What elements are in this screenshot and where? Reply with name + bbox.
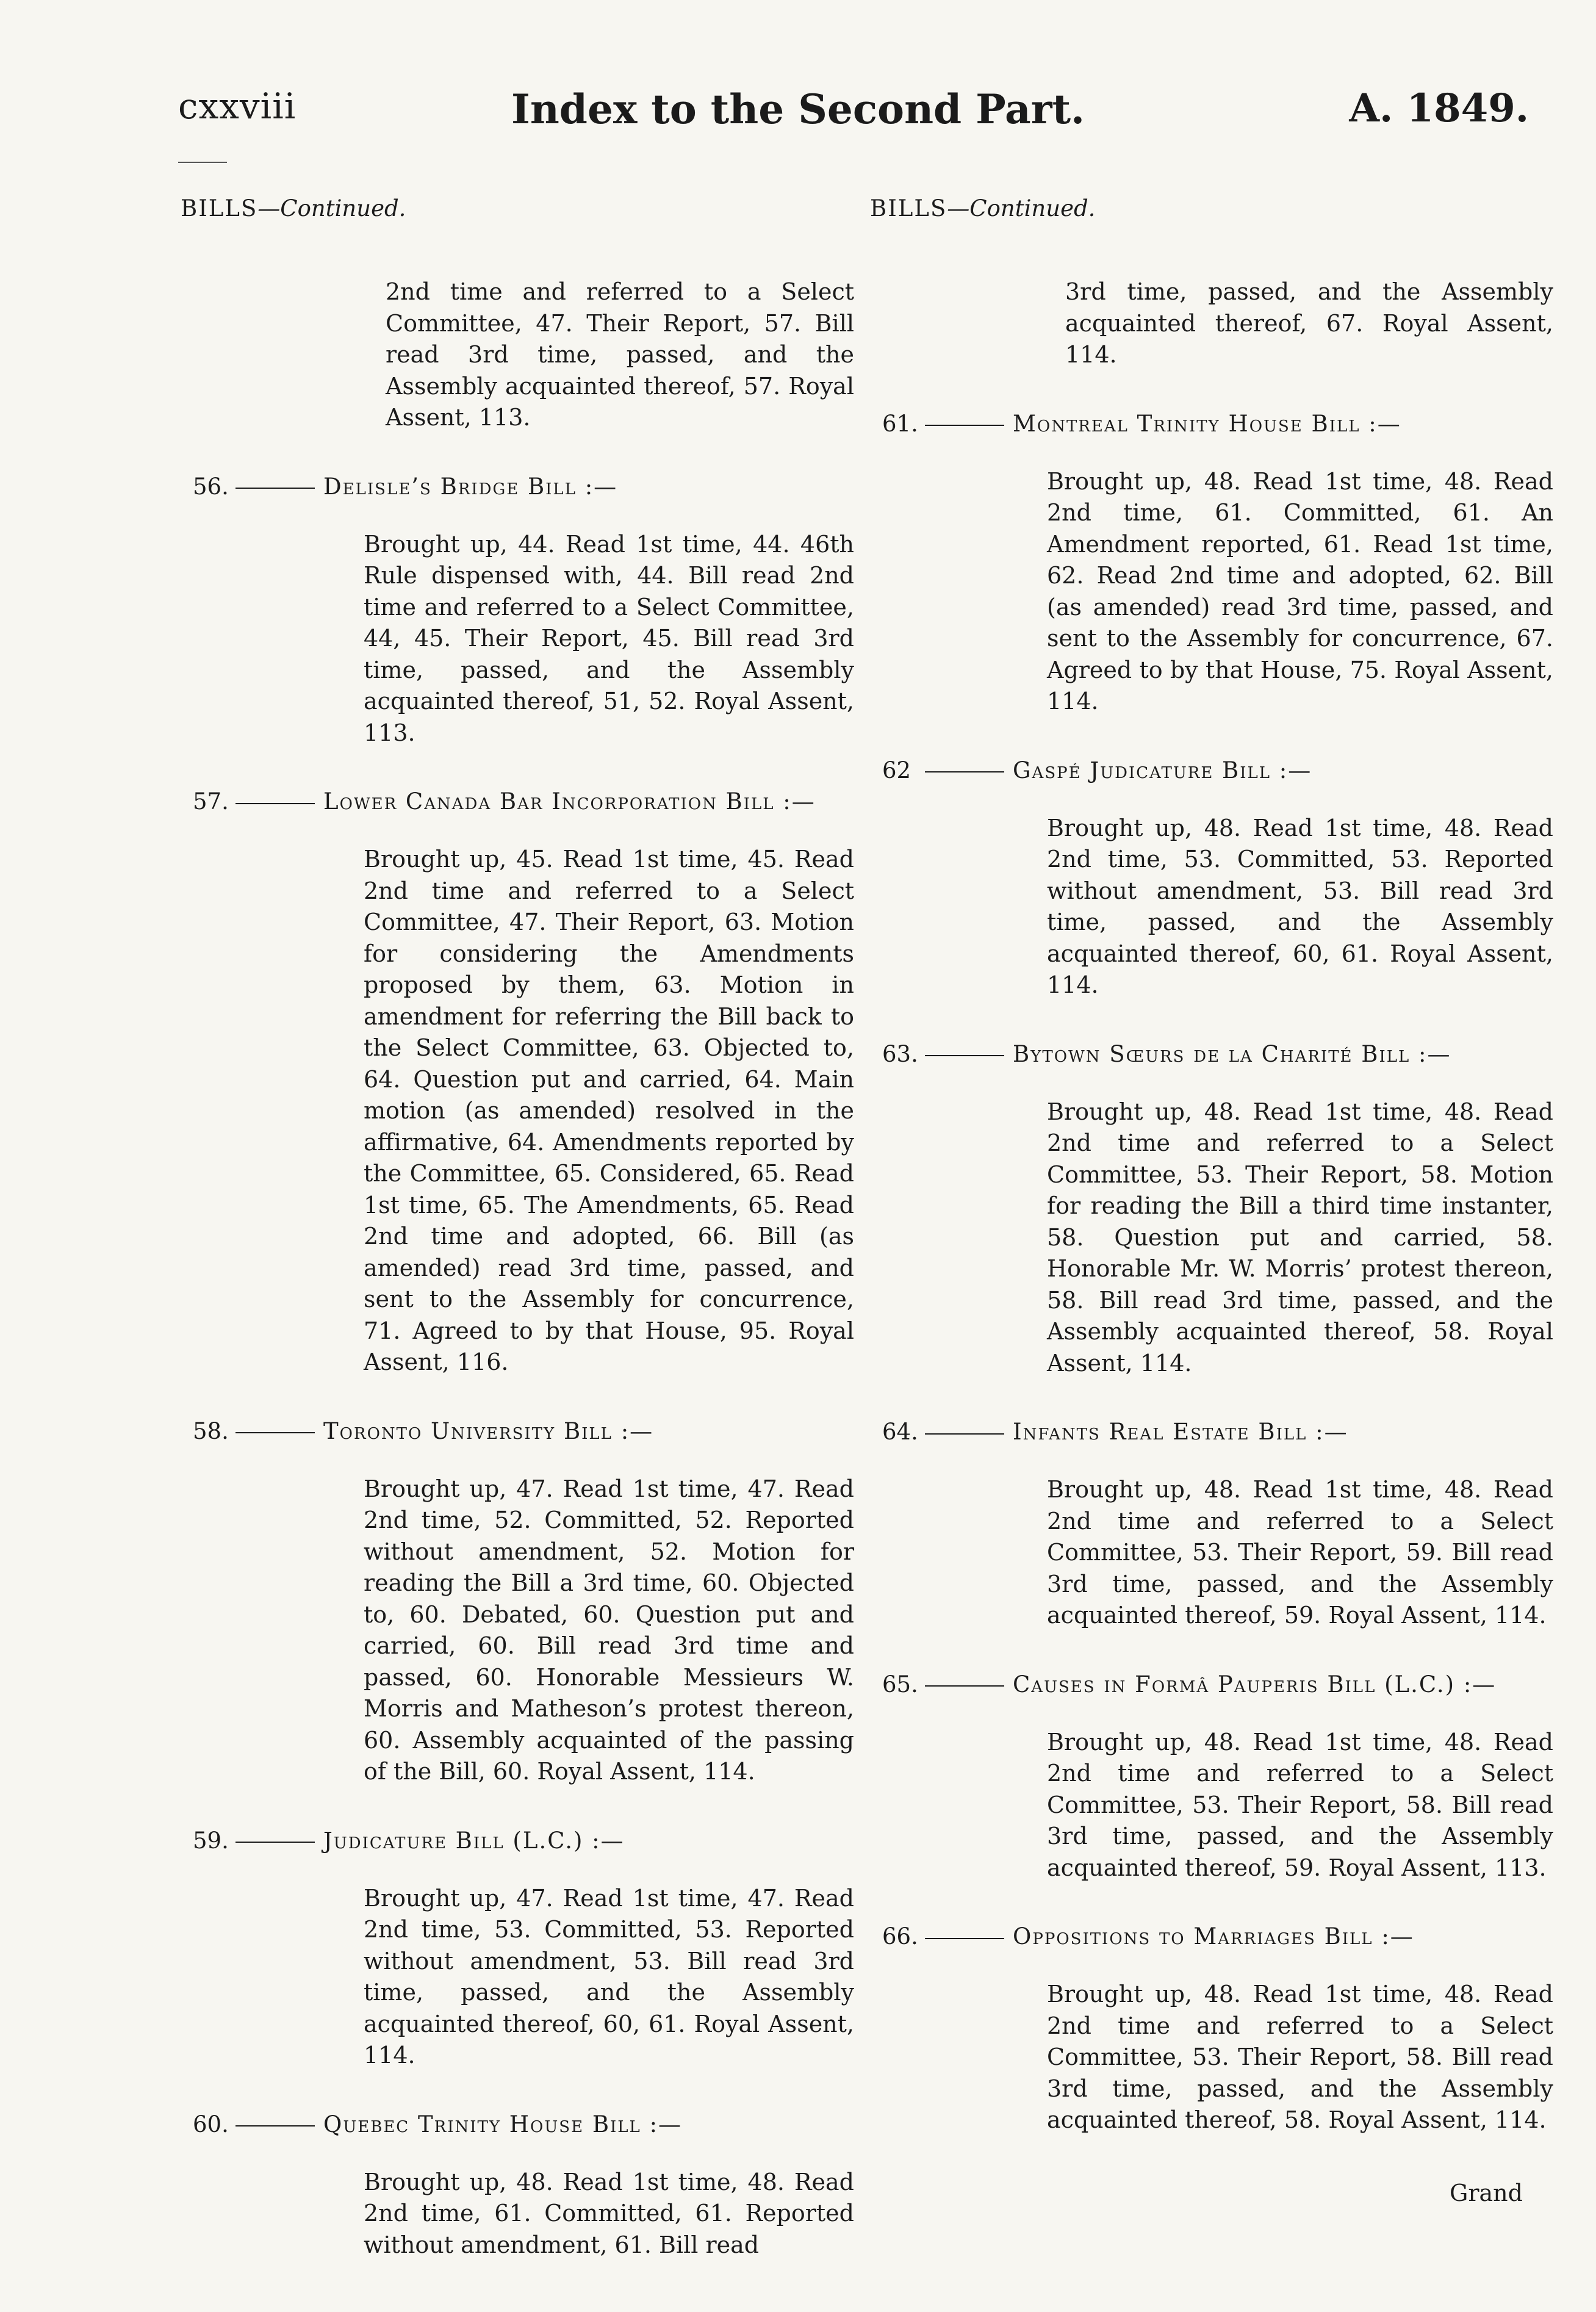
bill-name: Toronto University Bill :— [323,1417,654,1444]
dash-rule [925,425,1004,426]
dash-rule [925,771,1004,772]
bill-name: Judicature Bill (L.C.) :— [323,1827,625,1854]
dash-rule [925,1433,1004,1435]
bill-name: Montreal Trinity House Bill :— [1013,410,1401,437]
dash-rule [235,1842,315,1843]
bill-heading [864,1039,1572,1070]
bill-text: Brought up, 48. Read 1st time, 48. Read 2nd time, 61. Committed, 61. Reported without amendment, 61. Bill read [364,2168,854,2258]
bill-name: Infants Real Estate Bill :— [1013,1419,1348,1445]
bill-number: 56. [193,473,229,500]
bill-text: Brought up, 48. Read 1st time, 48. Read 2nd time and referred to a Select Committee, 53. Their Report, 59. Bill read 3rd time, passed, and the Assembly acquainted thereof, 59. Royal Assent, 114. [1047,1476,1553,1629]
bill-text: Brought up, 48. Read 1st time, 48. Read 2nd time, 53. Committed, 53. Reported without amendment, 53. Bill read 3rd time, passed, and the Assembly acquainted thereof, 60, 61. Royal Assent, 114. [1047,814,1553,998]
bill-entry [174,1416,882,1788]
bill-number: 66. [882,1923,918,1950]
bill-heading [864,409,1572,439]
page-number: cxxviii [178,85,297,127]
bill-heading [174,1826,882,1856]
bill-heading [174,2109,882,2140]
bill-entry [864,1669,1572,1884]
right-column [864,195,1572,2136]
dash-rule [925,1938,1004,1939]
catchword: Grand [1450,2180,1523,2206]
bill-entry [174,787,882,1378]
lead-text: 3rd time, passed, and the Assembly acquainted thereof, 67. Royal Assent, 114. [1065,278,1553,368]
header-rule [178,162,227,163]
bill-number: 65. [882,1671,918,1698]
bill-heading [174,472,882,502]
bill-number: 59. [193,1827,229,1854]
bill-text: Brought up, 48. Read 1st time, 48. Read 2nd time and referred to a Select Committee, 53. Their Report, 58. Bill read 3rd time, passed, and the Assembly acquainted thereof, 59. Royal Assent, 113. [1047,1728,1553,1881]
bill-heading [864,1669,1572,1700]
bill-entry [864,1921,1572,2136]
bill-text: Brought up, 47. Read 1st time, 47. Read 2nd time, 52. Committed, 52. Reported without amendment, 52. Motion for reading the Bill a 3rd time, 60. Objected to, 60. Debated, 60. Question put and carried, 60. Bill read 3rd time and passed, 60. Honorable Messieurs W. Morris and Matheson’s protest thereon, 60. Assembly acquainted of the passing of the Bill, 60. Royal Assent, 114. [364,1475,854,1785]
bill-entry [864,1039,1572,1380]
page-title: Index to the Second Part. [511,85,1085,133]
bill-number: 61. [882,410,918,437]
bill-name: Quebec Trinity House Bill :— [323,2111,683,2137]
bill-entry [864,1417,1572,1632]
bill-number: 64. [882,1419,918,1445]
dash-rule [235,1432,315,1433]
bill-entry [864,755,1572,1001]
left-column [174,195,882,2261]
bill-number: 58. [193,1417,229,1444]
bill-number: 62 [882,757,911,783]
bill-name: Causes in Formâ Pauperis Bill (L.C.) :— [1013,1671,1497,1698]
bill-text: Brought up, 47. Read 1st time, 47. Read 2nd time, 53. Committed, 53. Reported without amendment, 53. Bill read 3rd time, passed, and the Assembly acquainted thereof, 60, 61. Royal Assent, 114. [364,1884,854,2069]
bill-entry [174,1826,882,2072]
bill-heading [174,787,882,817]
dash-rule [235,803,315,804]
dash-rule [235,2125,315,2127]
bill-heading [864,755,1572,786]
bill-number: 57. [193,788,229,815]
bill-heading [864,1921,1572,1952]
bill-heading [174,1416,882,1447]
bill-name: Lower Canada Bar Incorporation Bill :— [323,788,816,815]
bill-text: Brought up, 48. Read 1st time, 48. Read 2nd time, 61. Committed, 61. An Amendment reported, 61. Read 1st time, 62. Read 2nd time and adopted, 62. Bill (as amended) read 3rd time, passed, and sent to the Assembly for concurrence, 67. Agreed to by that House, 75. Royal Assent, 114. [1047,467,1553,715]
continued-heading: BILLS—Continued. [870,195,1096,221]
bill-name: Delisle’s Bridge Bill :— [323,473,618,500]
lead-text: 2nd time and referred to a Select Committee, 47. Their Report, 57. Bill read 3rd time, passed, and the Assembly acquainted thereof, 57. Royal Assent, 113. [386,278,854,431]
bill-number: 60. [193,2111,229,2137]
bill-name: Gaspé Judicature Bill :— [1013,757,1312,783]
bill-name: Bytown Sœurs de la Charité Bill :— [1013,1040,1451,1067]
bill-name: Oppositions to Marriages Bill :— [1013,1923,1414,1950]
year-label: A. 1849. [1349,85,1529,131]
bill-entry [174,472,882,749]
page-header [0,85,1596,159]
dash-rule [925,1685,1004,1687]
bill-text: Brought up, 48. Read 1st time, 48. Read 2nd time and referred to a Select Committee, 53. Their Report, 58. Motion for reading the Bill a third time instanter, 58. Question put and carried, 58. Honorable Mr. W. Morris’ protest thereon, 58. Bill read 3rd time, passed, and the Assembly acquainted thereof, 58. Royal Assent, 114. [1047,1098,1553,1377]
bill-number: 63. [882,1040,918,1067]
bill-entry [174,2109,882,2261]
dash-rule [235,488,315,489]
bill-entry [864,409,1572,718]
dash-rule [925,1055,1004,1056]
bill-text: Brought up, 45. Read 1st time, 45. Read 2nd time and referred to a Select Committee, 47. Their Report, 63. Motion for considering the Amendments proposed by them, 63. Motion in amendment for referring the Bill back to the Select Committee, 63. Objected to, 64. Question put and carried, 64. Main motion (as amended) resolved in the affirmative, 64. Amendments reported by the Committee, 65. Considered, 65. Read 1st time, 65. The Amendments, 65. Read 2nd time and adopted, 66. Bill (as amended) read 3rd time, passed, and sent to the Assembly for concurrence, 71. Agreed to by that House, 95. Royal Assent, 116. [364,846,854,1375]
continued-heading: BILLS—Continued. [181,195,406,221]
bill-text: Brought up, 48. Read 1st time, 48. Read 2nd time and referred to a Select Committee, 53. Their Report, 58. Bill read 3rd time, passed, and the Assembly acquainted thereof, 58. Royal Assent, 114. [1047,1981,1553,2133]
bill-heading [864,1417,1572,1447]
bill-text: Brought up, 44. Read 1st time, 44. 46th Rule dispensed with, 44. Bill read 2nd time and referred to a Select Committee, 44, 45. Their Report, 45. Bill read 3rd time, passed, and the Assembly acquainted thereof, 51, 52. Royal Assent, 113. [364,530,854,746]
